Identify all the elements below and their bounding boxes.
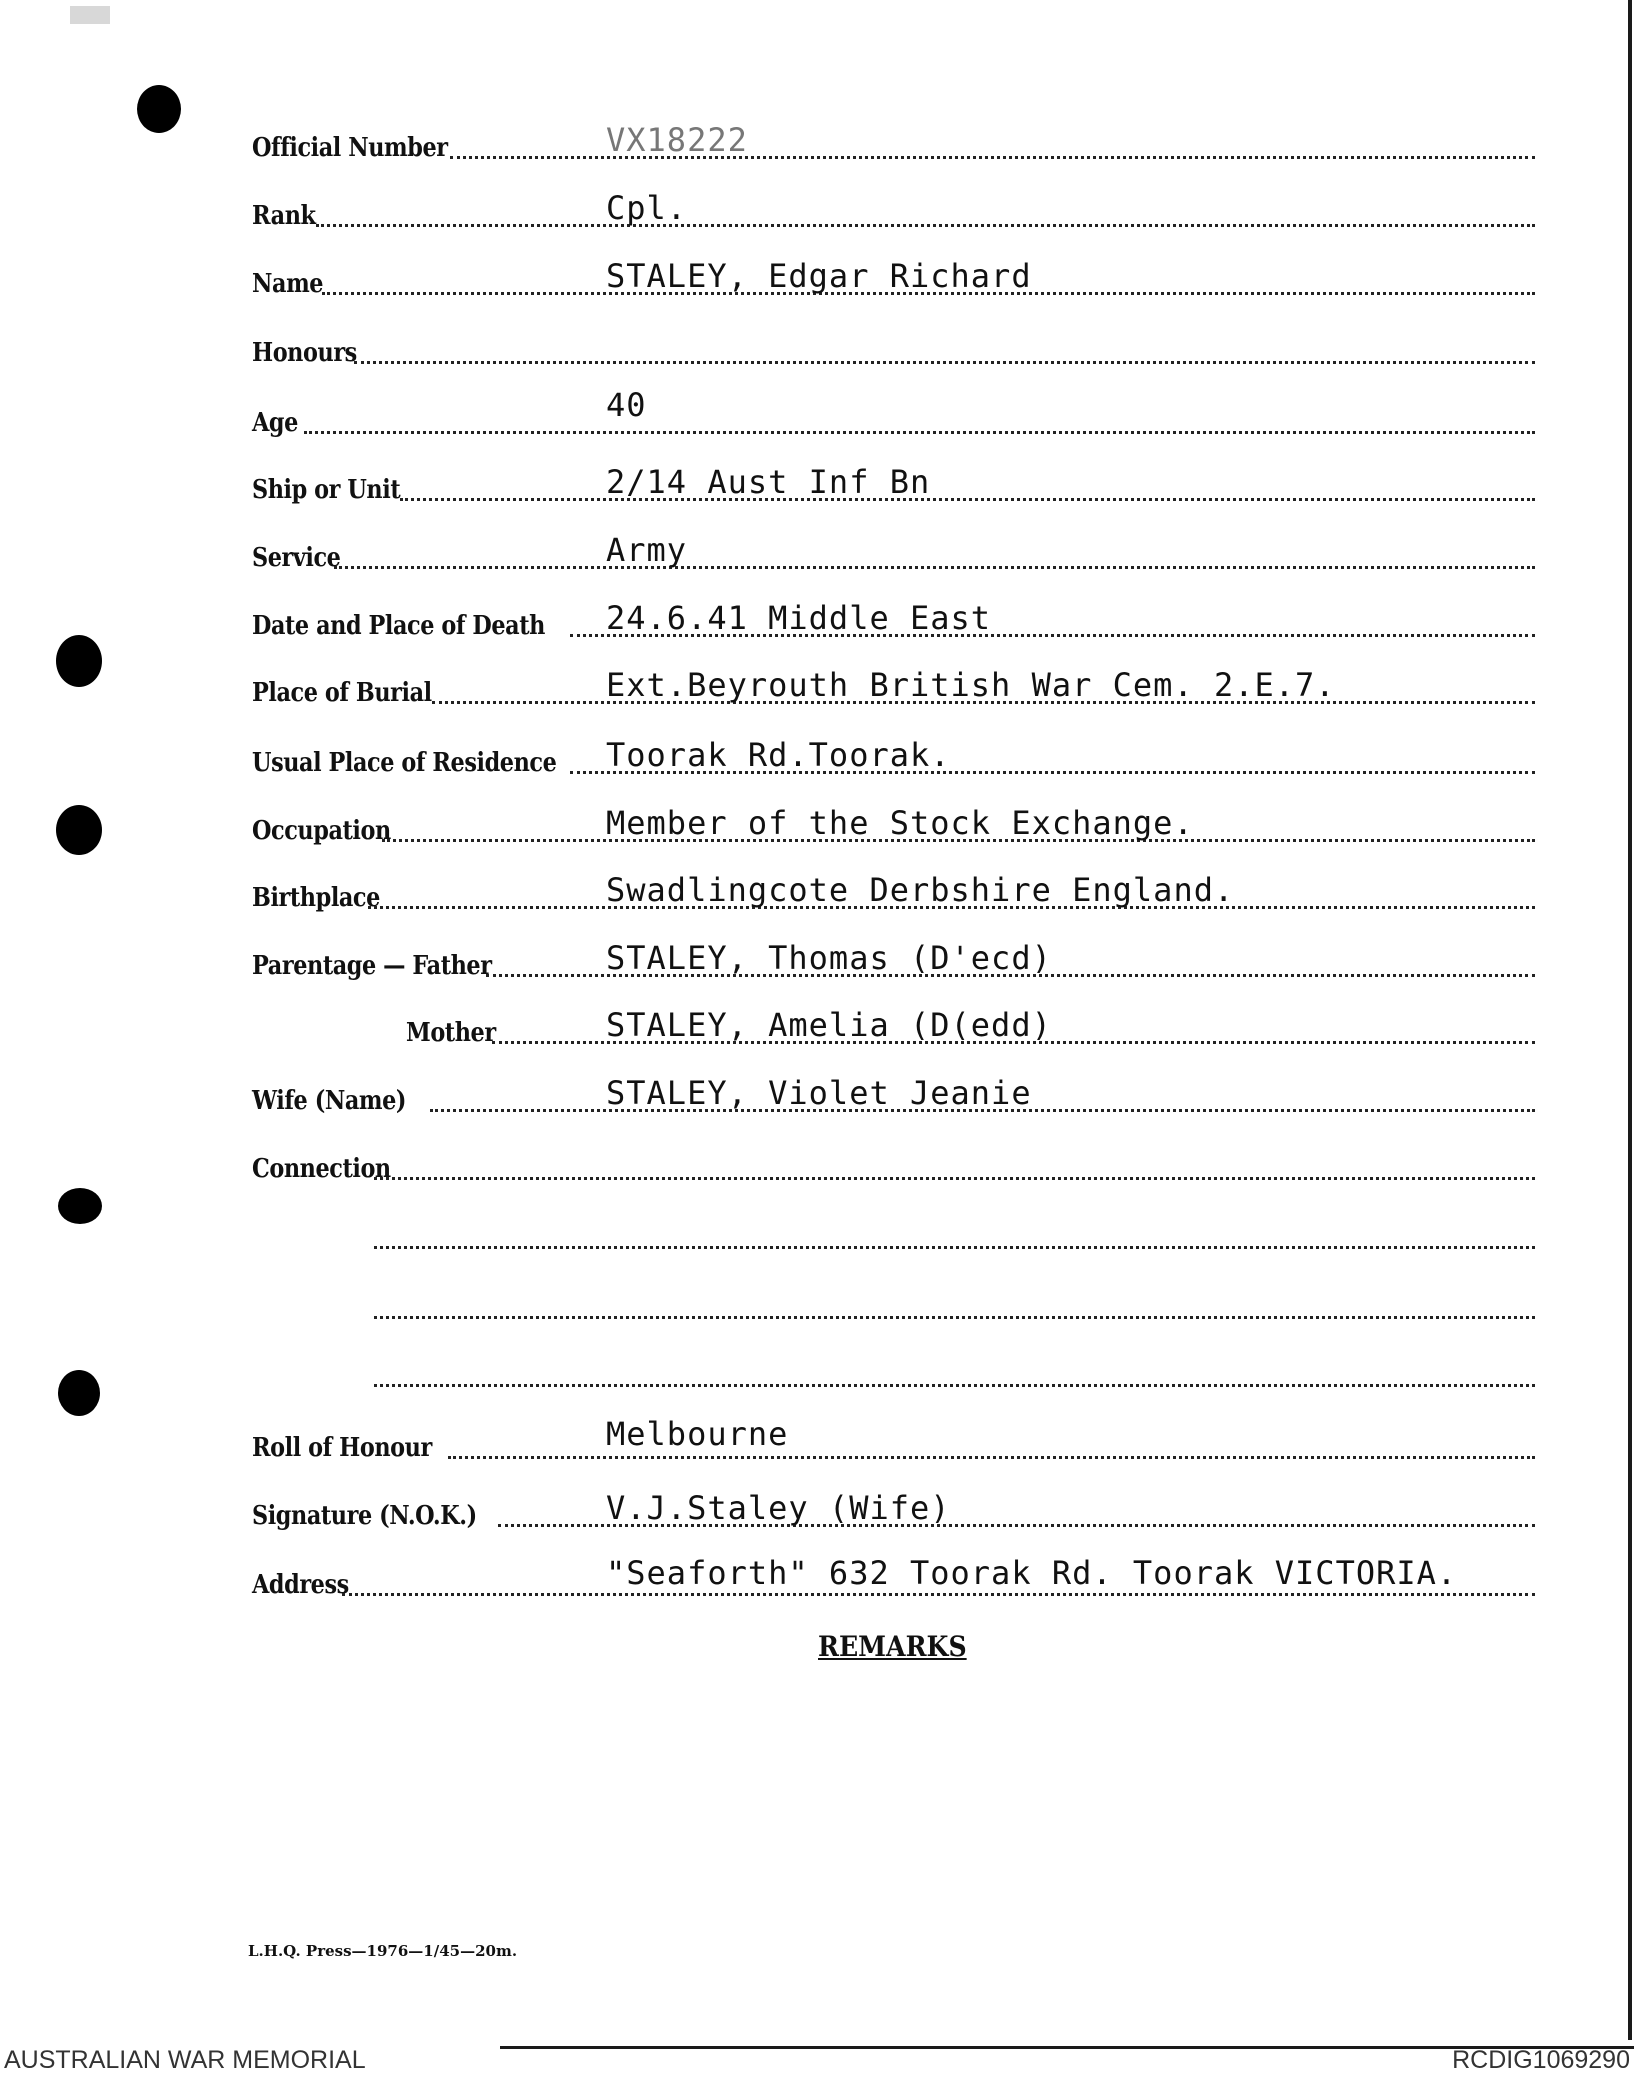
- dotted-line: [354, 361, 1535, 364]
- page-edge-right: [1628, 0, 1632, 2040]
- row-occupation: [250, 804, 1535, 848]
- row-signature: [250, 1489, 1535, 1533]
- dotted-line: [374, 1384, 1535, 1387]
- row-age: [250, 386, 1535, 440]
- row-connection: [250, 1146, 1535, 1186]
- row-service: [250, 531, 1535, 575]
- punch-hole: [56, 635, 102, 687]
- value-birthplace: Swadlingcote Derbshire England.: [606, 871, 1235, 909]
- archive-id: RCDIG1069290: [1452, 2046, 1630, 2074]
- value-name: STALEY, Edgar Richard: [606, 257, 1032, 295]
- row-wife: [250, 1074, 1535, 1118]
- value-address: "Seaforth" 632 Toorak Rd. Toorak VICTORIA.: [606, 1554, 1458, 1592]
- row-honours: [250, 330, 1535, 370]
- label-connection: Connection: [252, 1154, 391, 1184]
- punch-hole: [137, 85, 181, 133]
- punch-hole: [58, 1370, 100, 1416]
- label-occupation: Occupation: [252, 816, 391, 846]
- row-blank: [250, 1285, 1535, 1325]
- row-birthplace: [250, 871, 1535, 915]
- row-mother: [250, 1006, 1535, 1050]
- label-rank: Rank: [252, 201, 316, 231]
- dotted-line: [374, 1316, 1535, 1319]
- label-roll-of-honour: Roll of Honour: [252, 1433, 432, 1463]
- label-ship-or-unit: Ship or Unit: [252, 475, 401, 505]
- label-death: Date and Place of Death: [252, 611, 545, 641]
- label-honours: Honours: [252, 338, 357, 368]
- value-rank: Cpl.: [606, 189, 688, 227]
- label-address: Address: [252, 1570, 349, 1600]
- value-residence: Toorak Rd.Toorak.: [606, 736, 951, 774]
- label-residence: Usual Place of Residence: [252, 748, 557, 778]
- remarks-heading: REMARKS: [818, 1630, 967, 1663]
- dotted-line: [374, 1246, 1535, 1249]
- row-death: [250, 599, 1535, 643]
- row-name: [250, 257, 1535, 301]
- row-ship-or-unit: [250, 463, 1535, 507]
- value-age: 40: [606, 386, 647, 424]
- label-wife: Wife (Name): [252, 1086, 407, 1116]
- row-burial: [250, 666, 1535, 710]
- dotted-line: [342, 1593, 1535, 1596]
- value-official-number: VX18222: [606, 121, 748, 159]
- label-age: Age: [252, 408, 298, 438]
- label-official-number: Official Number: [252, 133, 448, 163]
- row-blank: [250, 1215, 1535, 1255]
- punch-hole: [56, 805, 102, 855]
- dotted-line: [374, 1177, 1535, 1180]
- value-occupation: Member of the Stock Exchange.: [606, 804, 1194, 842]
- value-roll-of-honour: Melbourne: [606, 1415, 789, 1453]
- row-official-number: [250, 121, 1535, 165]
- scan-smudge: [70, 6, 110, 24]
- value-ship-or-unit: 2/14 Aust Inf Bn: [606, 463, 931, 501]
- punch-hole: [58, 1188, 102, 1224]
- label-father: Parentage — Father: [252, 951, 492, 981]
- row-blank: [250, 1353, 1535, 1393]
- value-father: STALEY, Thomas (D'ecd): [606, 939, 1052, 977]
- printer-imprint: L.H.Q. Press—1976—1/45—20m.: [248, 1942, 518, 1960]
- archive-name: AUSTRALIAN WAR MEMORIAL: [4, 2046, 366, 2074]
- label-name: Name: [252, 269, 324, 299]
- dotted-line: [304, 431, 1535, 434]
- label-burial: Place of Burial: [252, 678, 432, 708]
- value-mother: STALEY, Amelia (D(edd): [606, 1006, 1052, 1044]
- label-signature: Signature (N.O.K.): [252, 1501, 477, 1531]
- value-service: Army: [606, 531, 688, 569]
- value-burial: Ext.Beyrouth British War Cem. 2.E.7.: [606, 666, 1336, 704]
- dotted-line: [448, 1456, 1535, 1459]
- row-father: [250, 939, 1535, 983]
- value-wife: STALEY, Violet Jeanie: [606, 1074, 1032, 1112]
- row-residence: [250, 736, 1535, 780]
- value-signature: V.J.Staley (Wife): [606, 1489, 951, 1527]
- row-roll-of-honour: [250, 1415, 1535, 1465]
- value-death: 24.6.41 Middle East: [606, 599, 992, 637]
- dotted-line: [400, 498, 1535, 501]
- dotted-line: [316, 224, 1535, 227]
- label-service: Service: [252, 543, 341, 573]
- row-rank: [250, 189, 1535, 233]
- label-birthplace: Birthplace: [252, 883, 380, 913]
- dotted-line: [334, 566, 1535, 569]
- label-mother: Mother: [406, 1018, 496, 1048]
- row-address: [250, 1554, 1535, 1602]
